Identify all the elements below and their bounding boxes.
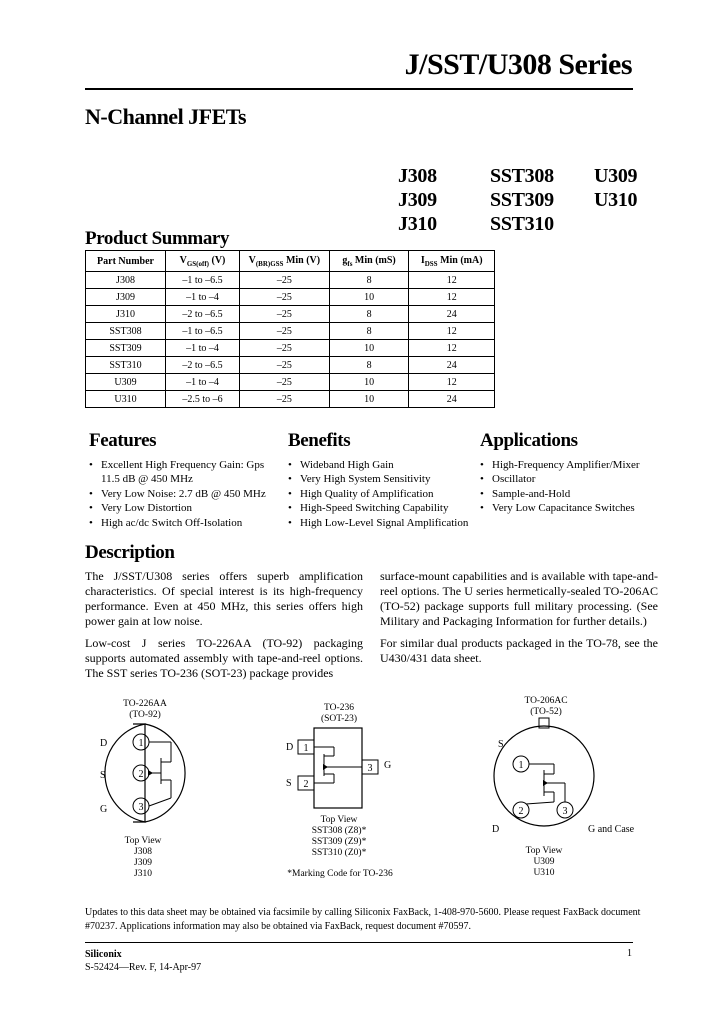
to52-pin-s: S: [498, 739, 504, 750]
document-revision: S-52424—Rev. F, 14-Apr-97: [85, 962, 202, 973]
part-number: SST308: [490, 165, 554, 187]
part-numbers-col3: [594, 164, 637, 212]
product-summary-table-wrap: [85, 250, 495, 408]
pin-number: 2: [303, 779, 309, 790]
sot23-pin-g: G: [384, 760, 392, 771]
table-row: SST309 –1 to –4 –25 10 12: [86, 340, 495, 357]
series-title: J/SST/U308 Series: [404, 48, 632, 81]
table-row: J309 –1 to –4 –25 10 12: [86, 289, 495, 306]
part-number: U309: [594, 165, 638, 187]
to92-caption: Top View J308 J309 J310: [124, 836, 162, 879]
list-item: • Very Low Distortion: [86, 501, 276, 515]
list-item: • Very High System Sensitivity: [285, 472, 475, 486]
description-heading: Description: [85, 542, 175, 563]
header-rule: [85, 88, 633, 90]
list-item: • High Low-Level Signal Amplification: [285, 516, 475, 530]
applications-heading: Applications: [480, 430, 578, 451]
applications-list: [477, 458, 657, 516]
sot23-pin-s: S: [286, 778, 292, 789]
pin-number: 1: [138, 738, 144, 749]
col-vbr-gss: $V_{(BR)GSS}$ Min (V): [239, 251, 329, 272]
to52-package-diagram: [488, 714, 598, 830]
col-part-number: Part Number: [86, 251, 166, 272]
to92-package-diagram: [95, 722, 195, 832]
col-vgs-off: $V_{GS(off)}$ (V): [166, 251, 240, 272]
description-paragraph: For similar dual products packaged in the TO-78, see the U430/431 data sheet.: [380, 636, 658, 665]
pin-number: 1: [303, 743, 309, 754]
sot23-pin-d: D: [286, 742, 294, 753]
list-item: • Very Low Noise: 2.7 dB @ 450 MHz: [86, 487, 276, 501]
part-number: J310: [398, 213, 437, 235]
page-subtitle: N-Channel JFETs: [85, 104, 247, 129]
footer-note: Updates to this data sheet may be obtained via facsimile by calling Siliconix FaxBack, 1-408-970-5600. Please request FaxBack document #70237. Applications information may also be obtained via FaxBack, request document #70597.: [85, 907, 641, 932]
pin-number: 3: [367, 763, 373, 774]
table-row: U310 –2.5 to –6 –25 10 24: [86, 391, 495, 408]
benefits-heading: Benefits: [288, 430, 351, 451]
table-row: SST308 –1 to –6.5 –25 8 12: [86, 323, 495, 340]
sot23-marking-note: *Marking Code for TO-236: [287, 869, 393, 879]
description-right: [380, 569, 658, 673]
to52-caption: Top View U309 U310: [525, 846, 563, 878]
sot23-body: [314, 728, 362, 808]
page-number: 1: [627, 948, 632, 959]
table-row: J308 –1 to –6.5 –25 8 12: [86, 272, 495, 289]
to92-pin-d: D: [100, 738, 108, 749]
col-gfs: $g_{fs}$ Min (mS): [329, 251, 409, 272]
part-number: J308: [398, 165, 437, 187]
sot23-package-diagram: [294, 724, 394, 814]
list-item: • Very Low Capacitance Switches: [477, 501, 657, 515]
sot23-pkg-label: TO-236 (SOT-23): [320, 703, 358, 724]
pin-number: 2: [138, 769, 144, 780]
to92-pkg-label: TO-226AA (TO-92): [123, 699, 167, 720]
to92-pin-s: S: [100, 770, 106, 781]
list-item: • High-Frequency Amplifier/Mixer: [477, 458, 657, 472]
benefits-list: [285, 458, 475, 530]
sot23-caption: Top View SST308 (Z8)* SST309 (Z9)* SST310 (Z0)*: [311, 815, 367, 858]
to52-pin-d: D: [492, 824, 500, 835]
list-item: • Sample-and-Hold: [477, 487, 657, 501]
list-item: • Excellent High Frequency Gain: Gps 11.5 dB @ 450 MHz: [86, 458, 276, 487]
pin-number: 3: [138, 802, 144, 813]
description-paragraph: Low-cost J series TO-226AA (TO-92) packaging supports automated assembly with tape-and-reel options. The SST series TO-236 (SOT-23) package provides: [85, 636, 363, 680]
company-name: Siliconix: [85, 949, 122, 960]
part-number: J309: [398, 189, 437, 211]
part-number: U310: [594, 189, 638, 211]
product-summary-heading: Product Summary: [85, 228, 230, 249]
table-header-row: [86, 251, 495, 272]
table-row: J310 –2 to –6.5 –25 8 24: [86, 306, 495, 323]
list-item: • High Quality of Amplification: [285, 487, 475, 501]
to52-pin-g-case: G and Case: [588, 824, 635, 835]
to52-pkg-label: TO-206AC (TO-52): [524, 696, 568, 717]
footer-left: [85, 948, 201, 974]
part-numbers-col1: [398, 164, 437, 236]
to92-pin-g: G: [100, 804, 108, 815]
pin-number: 1: [518, 760, 524, 771]
features-heading: Features: [89, 430, 157, 451]
product-summary-table: [85, 250, 495, 408]
description-left: [85, 569, 363, 688]
part-number: SST309: [490, 189, 554, 211]
footer-rule: [85, 942, 633, 943]
list-item: • Oscillator: [477, 472, 657, 486]
pin-number: 3: [562, 806, 568, 817]
description-paragraph: The J/SST/U308 series offers superb amplification characteristics. Of special interest is its high-frequency performance. Even at 450 MHz, this series offers high power gain at low noise.: [85, 569, 363, 628]
description-paragraph: surface-mount capabilities and is available with tape-and-reel options. The U series hermetically-sealed TO-206AC (TO-52) package supports full military processing. (See Military and Packaging Information for further details.): [380, 569, 658, 628]
col-idss: $I_{DSS}$ Min (mA): [409, 251, 495, 272]
list-item: • High-Speed Switching Capability: [285, 501, 475, 515]
pin-number: 2: [518, 806, 524, 817]
list-item: • Wideband High Gain: [285, 458, 475, 472]
part-number: SST310: [490, 213, 554, 235]
table-row: SST310 –2 to –6.5 –25 8 24: [86, 357, 495, 374]
part-numbers-col2: [490, 164, 554, 236]
table-row: U309 –1 to –4 –25 10 12: [86, 374, 495, 391]
features-list: [86, 458, 276, 530]
list-item: • High ac/dc Switch Off-Isolation: [86, 516, 276, 530]
